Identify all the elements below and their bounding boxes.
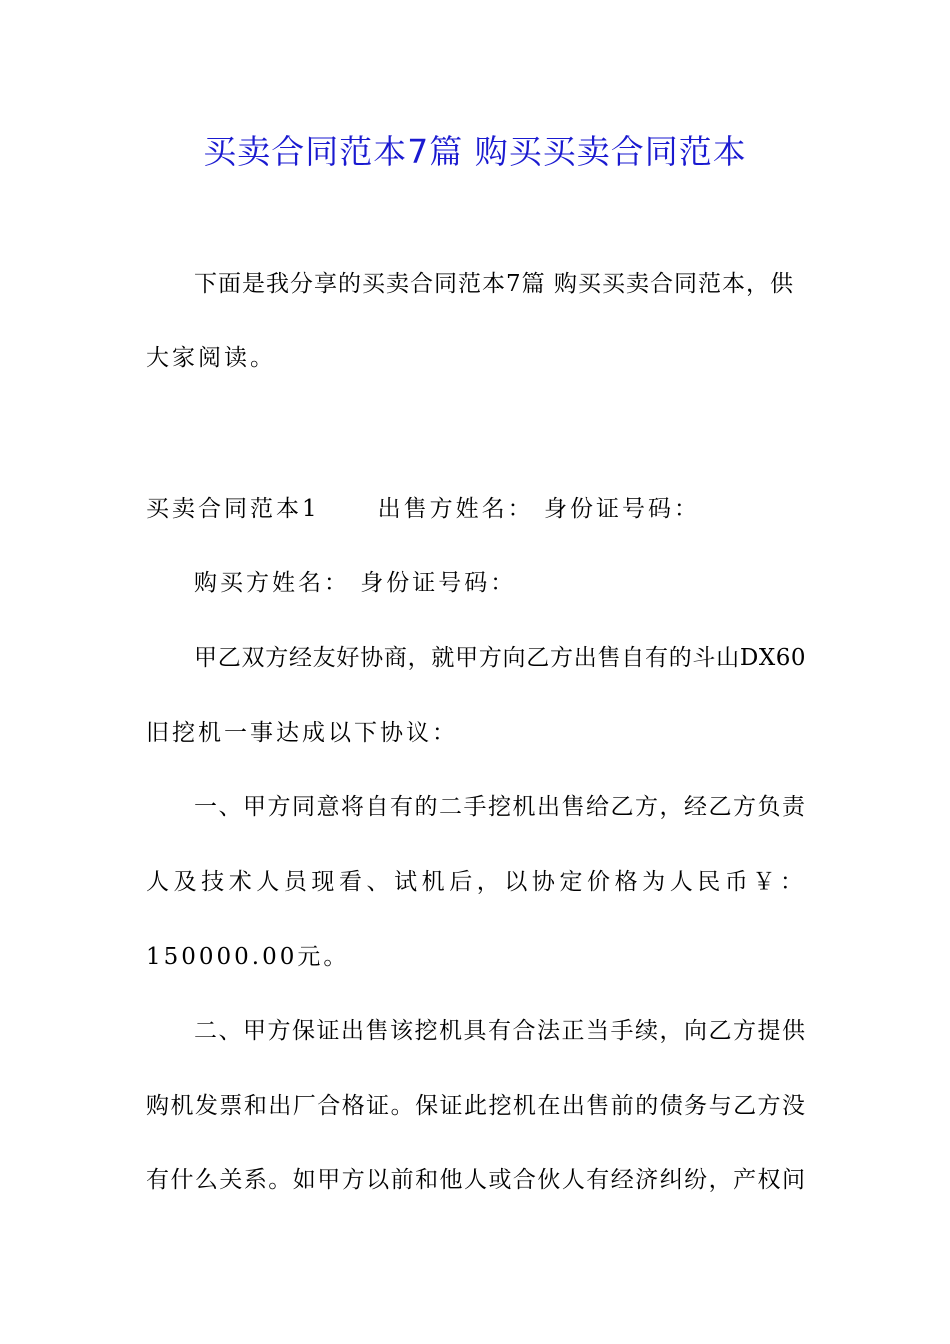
paragraph-line: 一、甲方同意将自有的二手挖机出售给乙方，经乙方负责 <box>194 794 806 820</box>
intro-line-2: 大家阅读。 <box>146 345 276 371</box>
section-heading-row <box>146 489 806 529</box>
paragraph-line: 二、甲方保证出售该挖机具有合法正当手续，向乙方提供 <box>194 1018 806 1044</box>
paragraph-line: 150000.00元。 <box>146 944 350 970</box>
paragraph-line: 有什么关系。如甲方以前和他人或合伙人有经济纠纷，产权问 <box>146 1167 806 1193</box>
paragraph-line: 人及技术人员现看、试机后，以协定价格为人民币￥： <box>146 869 806 895</box>
buyer-info: 购买方姓名： 身份证号码： <box>194 570 517 596</box>
paragraph-line: 购机发票和出厂合格证。保证此挖机在出售前的债务与乙方没 <box>146 1093 806 1119</box>
document-title: 买卖合同范本7篇 购买买卖合同范本 <box>203 132 747 171</box>
section-heading: 买卖合同范本1 <box>146 496 320 522</box>
paragraph-line: 甲乙双方经友好协商，就甲方向乙方出售自有的斗山DX60 <box>194 645 806 671</box>
seller-info: 出售方姓名： 身份证号码： <box>377 496 700 522</box>
intro-line-1: 下面是我分享的买卖合同范本7篇 购买买卖合同范本，供 <box>194 271 794 297</box>
paragraph-line: 旧挖机一事达成以下协议： <box>146 720 458 746</box>
